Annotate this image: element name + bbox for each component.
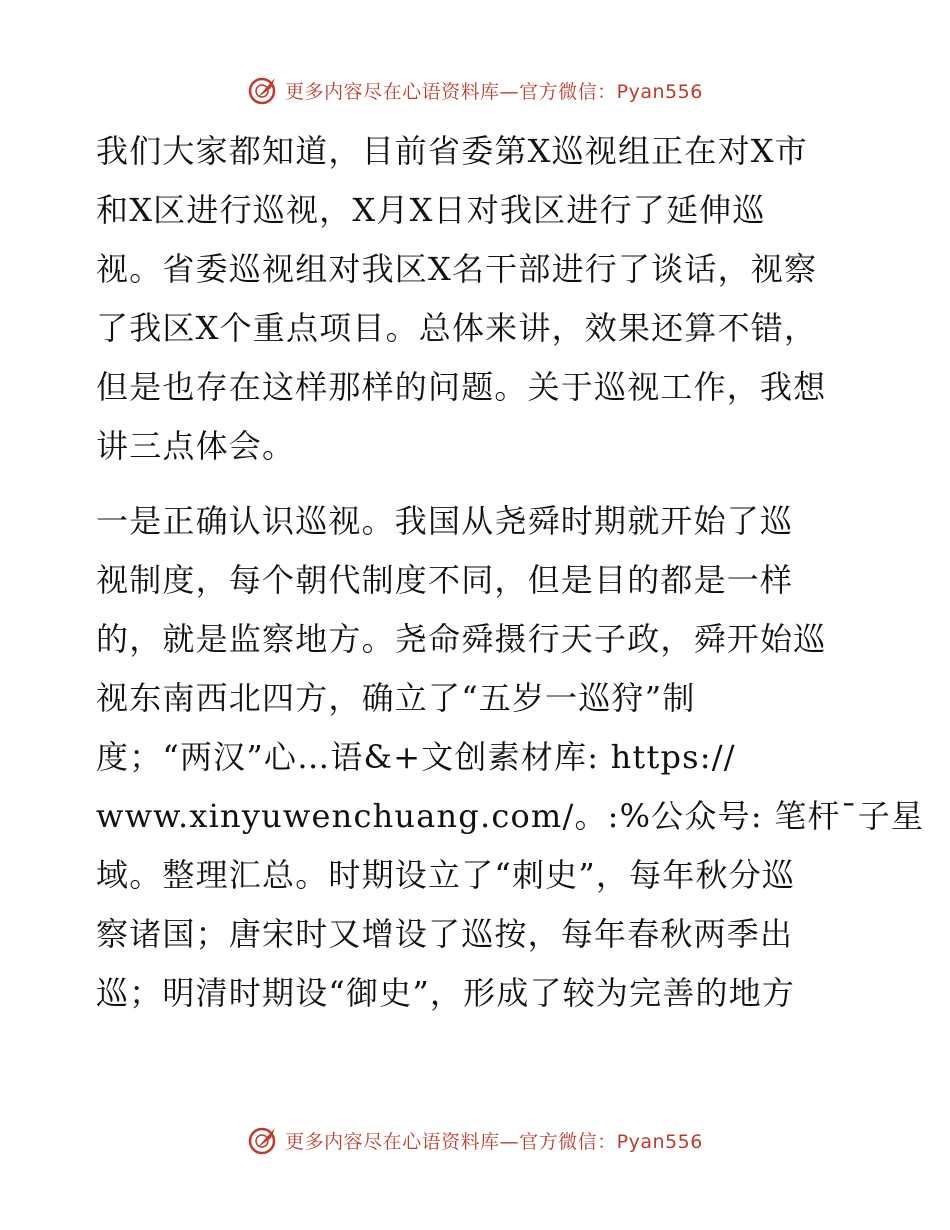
footer-banner-text: 更多内容尽在心语资料库—官方微信：Pyan556 — [285, 1130, 703, 1153]
text-line: 察诸国；唐宋时又增设了巡按，每年春秋两季出 — [96, 915, 794, 953]
header-banner — [0, 70, 950, 110]
text-line: 和X区进行巡视，X月X日对我区进行了延伸巡 — [96, 191, 766, 229]
text-line: 视制度，每个朝代制度不同，但是目的都是一样 — [96, 561, 794, 599]
header-banner-text: 更多内容尽在心语资料库—官方微信：Pyan556 — [285, 80, 703, 103]
text-line: 但是也存在这样那样的问题。关于巡视工作，我想 — [96, 368, 827, 406]
text-line: 视东南西北四方，确立了“五岁一巡狩”制 — [96, 679, 696, 717]
text-line: www.xinyuwenchuang.com/。:%公众号: 笔杆¯子星 — [96, 797, 925, 835]
paragraph-2 — [96, 492, 925, 1023]
text-line: 度；“两汉”心…语&+文创素材库: https:// — [96, 738, 736, 776]
text-line: 了我区X个重点项目。总体来讲，效果还算不错， — [96, 309, 818, 347]
footer-banner — [0, 1120, 950, 1160]
text-line: 的，就是监察地方。尧命舜摄行天子政，舜开始巡 — [96, 620, 827, 658]
quill-logo-icon — [247, 1124, 279, 1156]
text-line: 视。省委巡视组对我区X名干部进行了谈话，视察 — [96, 250, 818, 288]
text-line: 巡；明清时期设“御史”，形成了较为完善的地方 — [96, 974, 796, 1012]
paragraph-1 — [96, 122, 856, 476]
text-line: 我们大家都知道，目前省委第X巡视组正在对X市 — [96, 132, 808, 170]
text-line: 讲三点体会。 — [96, 427, 296, 465]
document-body — [96, 122, 925, 1023]
text-line: 一是正确认识巡视。我国从尧舜时期就开始了巡 — [96, 502, 794, 540]
quill-logo-icon — [247, 74, 279, 106]
text-line: 域。整理汇总。时期设立了“刺史”，每年秋分巡 — [96, 856, 796, 894]
